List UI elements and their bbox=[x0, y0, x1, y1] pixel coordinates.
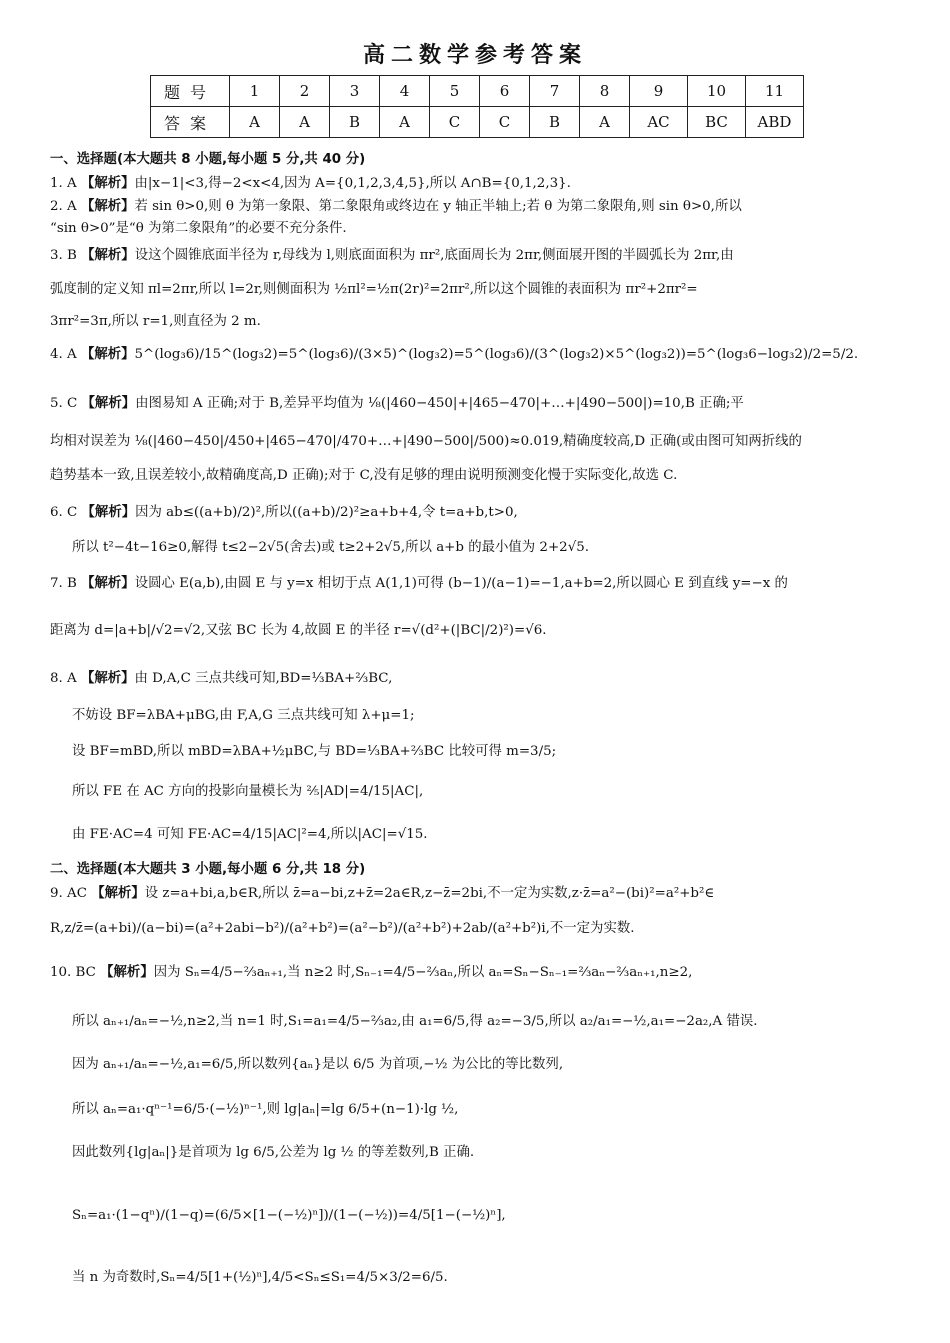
table-cell: 5 bbox=[430, 76, 480, 107]
solution-text: 当 n 为奇数时,Sₙ=4/5[1+(½)ⁿ],4/5<Sₙ≤S₁=4/5×3/2=6/5. bbox=[72, 1270, 448, 1285]
table-cell: 10 bbox=[688, 76, 746, 107]
solution-text: 均相对误差为 ⅛(|460−450|/450+|465−470|/470+…+|490−500|/500)≈0.019,精确度较高,D 正确(或由图可知两折线的 bbox=[50, 434, 802, 449]
solution-text: 因为 aₙ₊₁/aₙ=−½,a₁=6/5,所以数列{aₙ}是以 6/5 为首项,−½ 为公比的等比数列, bbox=[72, 1057, 564, 1072]
table-header-cell: 题号 bbox=[151, 76, 230, 107]
q-number: 7. B bbox=[50, 576, 77, 591]
solution-text: Sₙ=a₁·(1−qⁿ)/(1−q)=(6/5×[1−(−½)ⁿ])/(1−(−½))=4/5[1−(−½)ⁿ], bbox=[72, 1208, 506, 1223]
table-row-answers bbox=[151, 107, 804, 138]
solution-text: 由 FE·AC=4 可知 FE·AC=4/15|AC|²=4,所以|AC|=√15. bbox=[72, 827, 428, 842]
table-cell: 1 bbox=[230, 76, 280, 107]
solution-text: 5^(log₃6)/15^(log₃2)=5^(log₃6)/(3×5)^(log₃2)=5^(log₃6)/(3^(log₃2)×5^(log₃2))=5^(log₃6−log₃2)/2=5/2. bbox=[134, 347, 859, 362]
q-number: 1. A bbox=[50, 176, 77, 191]
solution-text: 因为 ab≤((a+b)/2)²,所以((a+b)/2)²≥a+b+4,令 t=a+b,t>0, bbox=[135, 505, 518, 520]
q6-solution bbox=[50, 503, 910, 523]
solution-text: 不妨设 BF=λBA+μBG,由 F,A,G 三点共线可知 λ+μ=1; bbox=[72, 708, 415, 723]
table-cell: 11 bbox=[746, 76, 804, 107]
solution-text: 弧度制的定义知 πl=2πr,所以 l=2r,则侧面积为 ½πl²=½π(2r)²=2πr²,所以这个圆锥的表面积为 πr²+2πr²= bbox=[50, 282, 698, 297]
q8-solution bbox=[50, 669, 910, 689]
q-number: 10. BC bbox=[50, 965, 96, 980]
table-cell: 4 bbox=[380, 76, 430, 107]
table-cell: B bbox=[330, 107, 380, 138]
q-number: 8. A bbox=[50, 671, 77, 686]
solution-text: 由图易知 A 正确;对于 B,差异平均值为 ⅛(|460−450|+|465−470|+…+|490−500|)=10,B 正确;平 bbox=[135, 396, 744, 411]
q-number: 3. B bbox=[50, 248, 77, 263]
table-cell: 7 bbox=[530, 76, 580, 107]
jiexi-label: 【解析】 bbox=[80, 199, 135, 214]
table-cell: ABD bbox=[746, 107, 804, 138]
q3-solution bbox=[50, 246, 910, 266]
table-cell: A bbox=[280, 107, 330, 138]
table-cell: A bbox=[580, 107, 630, 138]
table-cell: B bbox=[530, 107, 580, 138]
page-title: 高二数学参考答案 bbox=[362, 43, 587, 68]
solution-text: R,z/z̄=(a+bi)/(a−bi)=(a²+2abi−b²)/(a²+b²)=(a²−b²)/(a²+b²)+2ab/(a²+b²)i,不一定为实数. bbox=[50, 921, 635, 936]
jiexi-label: 【解析】 bbox=[81, 396, 136, 411]
solution-text: 设 BF=mBD,所以 mBD=λBA+½μBC,与 BD=⅓BA+⅔BC 比较可得 m=3/5; bbox=[72, 744, 557, 759]
table-cell: BC bbox=[688, 107, 746, 138]
table-cell: A bbox=[230, 107, 280, 138]
solution-text: 趋势基本一致,且误差较小,故精确度高,D 正确);对于 C,没有足够的理由说明预测变化慢于实际变化,故选 C. bbox=[50, 468, 678, 483]
table-cell: C bbox=[480, 107, 530, 138]
jiexi-label: 【解析】 bbox=[80, 176, 135, 191]
solution-text: 所以 aₙ₊₁/aₙ=−½,n≥2,当 n=1 时,S₁=a₁=4/5−⅔a₂,由 a₁=6/5,得 a₂=−3/5,所以 a₂/a₁=−½,a₁=−2a₂,A 错误. bbox=[72, 1014, 758, 1029]
table-cell: 8 bbox=[580, 76, 630, 107]
q5-solution bbox=[50, 394, 910, 414]
q4-solution bbox=[50, 345, 910, 365]
solution-text: 因为 Sₙ=4/5−⅔aₙ₊₁,当 n≥2 时,Sₙ₋₁=4/5−⅔aₙ,所以 aₙ=Sₙ−Sₙ₋₁=⅔aₙ−⅔aₙ₊₁,n≥2, bbox=[153, 965, 693, 980]
solution-text: 所以 aₙ=a₁·qⁿ⁻¹=6/5·(−½)ⁿ⁻¹,则 lg|aₙ|=lg 6/5+(n−1)·lg ½, bbox=[72, 1102, 459, 1117]
solution-text: 3πr²=3π,所以 r=1,则直径为 2 m. bbox=[50, 314, 261, 329]
table-cell: 3 bbox=[330, 76, 380, 107]
jiexi-label: 【解析】 bbox=[81, 576, 135, 591]
table-cell: 6 bbox=[480, 76, 530, 107]
solution-text: 若 sin θ>0,则 θ 为第一象限、第二象限角或终边在 y 轴正半轴上;若 θ 为第二象限角,则 sin θ>0,所以 bbox=[134, 199, 742, 214]
solution-text: 所以 FE 在 AC 方向的投影向量模长为 ⅖|AD|=4/15|AC|, bbox=[72, 784, 424, 799]
answer-table bbox=[150, 75, 804, 138]
solution-text: 设这个圆锥底面半径为 r,母线为 l,则底面面积为 πr²,底面周长为 2πr,侧面展开图的半圆弧长为 2πr,由 bbox=[134, 248, 734, 263]
section-heading: 一、选择题(本大题共 8 小题,每小题 5 分,共 40 分) bbox=[50, 152, 366, 167]
table-header-cell: 答案 bbox=[151, 107, 230, 138]
q2-solution bbox=[50, 197, 910, 217]
solution-text: 由 D,A,C 三点共线可知,BD=⅓BA+⅔BC, bbox=[134, 671, 393, 686]
q-number: 5. C bbox=[50, 396, 78, 411]
solution-text: 设圆心 E(a,b),由圆 E 与 y=x 相切于点 A(1,1)可得 (b−1)/(a−1)=−1,a+b=2,所以圆心 E 到直线 y=−x 的 bbox=[134, 576, 788, 591]
jiexi-label: 【解析】 bbox=[80, 671, 135, 686]
q-number: 6. C bbox=[50, 505, 78, 520]
table-cell: A bbox=[380, 107, 430, 138]
q-number: 9. AC bbox=[50, 886, 87, 901]
jiexi-label: 【解析】 bbox=[100, 965, 154, 980]
table-cell: C bbox=[430, 107, 480, 138]
solution-text: 距离为 d=|a+b|/√2=√2,又弦 BC 长为 4,故圆 E 的半径 r=√(d²+(|BC|/2)²)=√6. bbox=[50, 623, 547, 638]
q1-solution bbox=[50, 174, 910, 194]
jiexi-label: 【解析】 bbox=[80, 347, 135, 362]
solution-text: “sin θ>0”是“θ 为第二象限角”的必要不充分条件. bbox=[50, 221, 347, 236]
solution-text: 因此数列{lg|aₙ|}是首项为 lg 6/5,公差为 lg ½ 的等差数列,B 正确. bbox=[72, 1145, 475, 1160]
solution-text: 所以 t²−4t−16≥0,解得 t≤2−2√5(舍去)或 t≥2+2√5,所以 a+b 的最小值为 2+2√5. bbox=[72, 540, 590, 555]
section-heading: 二、选择题(本大题共 3 小题,每小题 6 分,共 18 分) bbox=[50, 862, 366, 877]
table-row-numbers bbox=[151, 76, 804, 107]
q9-solution bbox=[50, 884, 910, 904]
solution-text: 设 z=a+bi,a,b∈R,所以 z̄=a−bi,z+z̄=2a∈R,z−z̄=2bi,不一定为实数,z·z̄=a²−(bi)²=a²+b²∈ bbox=[144, 886, 715, 901]
q10-solution bbox=[50, 963, 910, 983]
table-cell: 9 bbox=[630, 76, 688, 107]
jiexi-label: 【解析】 bbox=[81, 248, 135, 263]
table-cell: 2 bbox=[280, 76, 330, 107]
jiexi-label: 【解析】 bbox=[91, 886, 145, 901]
q-number: 2. A bbox=[50, 199, 77, 214]
q7-solution bbox=[50, 574, 910, 594]
solution-text: 由|x−1|<3,得−2<x<4,因为 A={0,1,2,3,4,5},所以 A∩B={0,1,2,3}. bbox=[134, 176, 571, 191]
q-number: 4. A bbox=[50, 347, 77, 362]
jiexi-label: 【解析】 bbox=[81, 505, 136, 520]
table-cell: AC bbox=[630, 107, 688, 138]
